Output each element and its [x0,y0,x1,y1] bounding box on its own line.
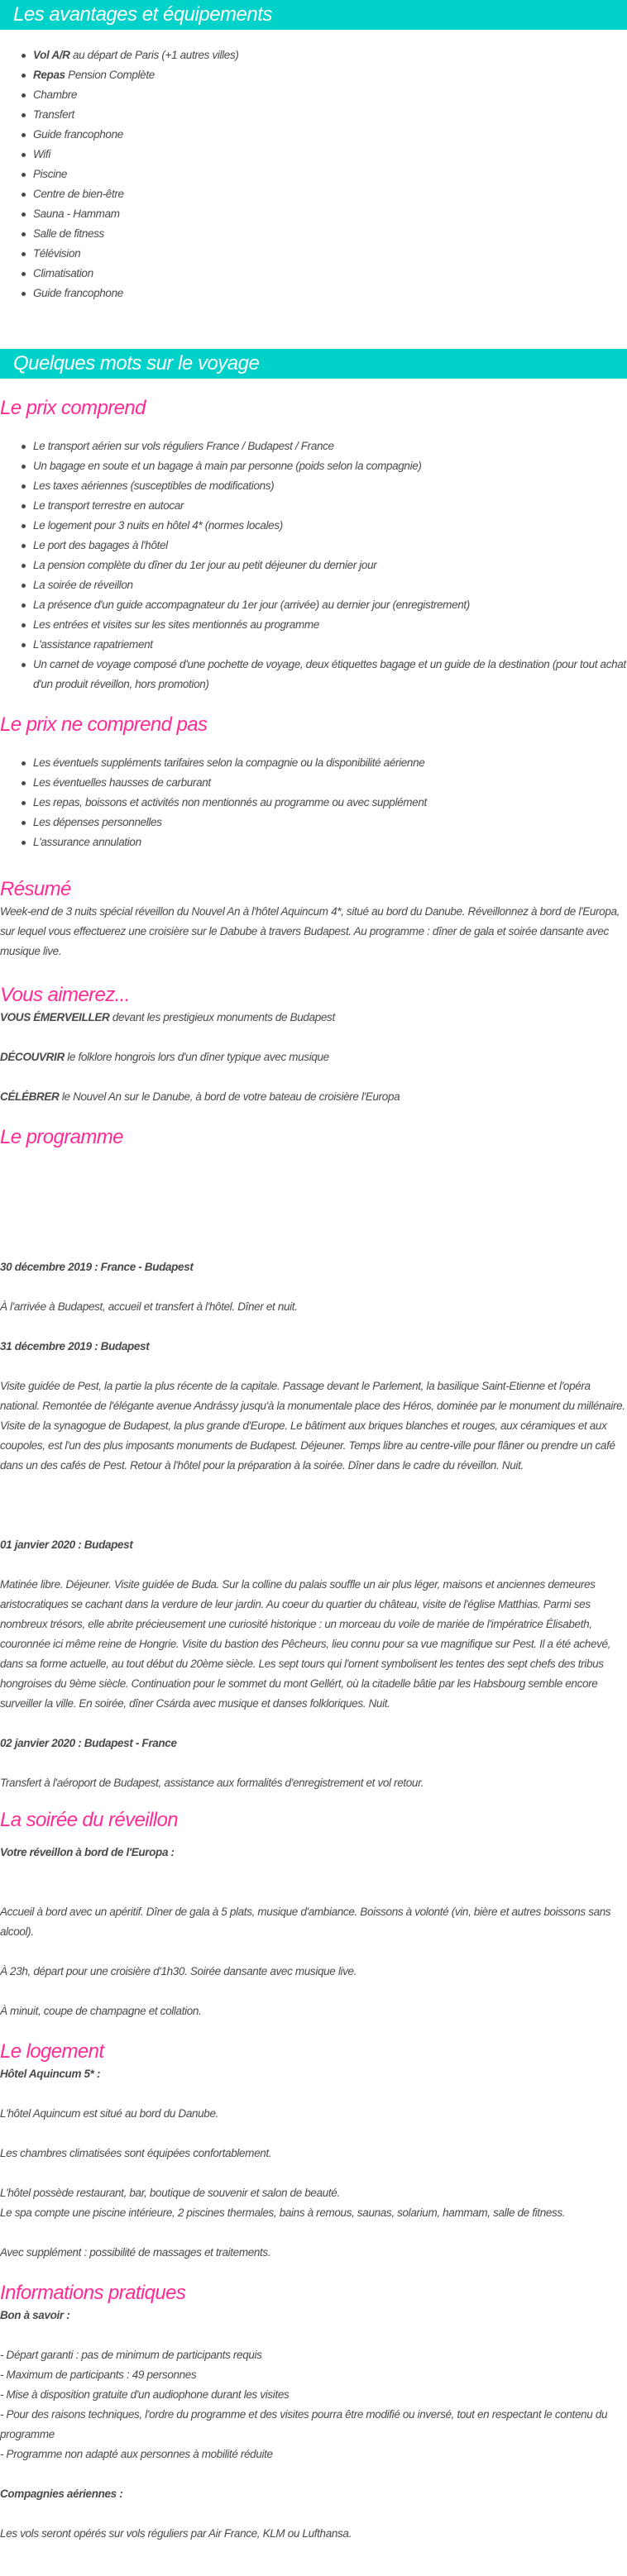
soiree-paragraph: À minuit, coupe de champagne et collation. [0,2005,202,2017]
list-item: Climatisation [33,264,627,284]
logement-paragraph: L'hôtel Aquincum est situé au bord du Danube. [0,2107,219,2120]
logement-paragraph: Les chambres climatisées sont équipées confortablement. [0,2147,272,2159]
bon-a-savoir-label: Bon à savoir : [0,2309,70,2321]
prix-ne-comprend-pas-list [0,753,627,852]
list-item: Guide francophone [33,284,627,303]
compagnies-label: Compagnies aériennes : [0,2488,123,2500]
logement-paragraph: L'hôtel possède restaurant, bar, boutique de souvenir et salon de beauté. [0,2187,340,2199]
resume-text: Week-end de 3 nuits spécial réveillon du Nouvel An à l'hôtel Aquincum 4*, situé au bord du Danube. Réveillonnez à bord de l'Europa, sur lequel vous effectuerez une croisière sur le Dabube à travers Budapest. Au programme : dîner de gala et soirée dansante avec musique live. [0,905,620,957]
programme-spacer [0,1150,627,1257]
info-line: - Pour des raisons techniques, l'ordre du programme et des visites pourra être modifié ou inversé, tout en respectant le contenu du programme [0,2408,608,2440]
vous-aimerez-item: CÉLÉBRER le Nouvel An sur le Danube, à bord de votre bateau de croisière l'Europa [0,1090,400,1103]
section-band-voyage [0,349,627,379]
list-item: Les éventuelles hausses de carburant [33,773,627,793]
soiree-paragraph: Accueil à bord avec un apéritif. Dîner de gala à 5 plats, musique d'ambiance. Boissons à volonté (vin, bière et autres boissons sans alcool). [0,1906,611,1938]
list-item: Le logement pour 3 nuits en hôtel 4* (normes locales) [33,516,627,536]
soiree-subtitle: Votre réveillon à bord de l'Europa : [0,1846,175,1858]
heading-prix-ne-comprend-pas: Le prix ne comprend pas [0,713,208,736]
day-text: Transfert à l'aéroport de Budapest, assistance aux formalités d'enregistrement et vol retour. [0,1777,424,1789]
list-item: Le transport terrestre en autocar [33,496,627,516]
list-item: Le transport aérien sur vols réguliers France / Budapest / France [33,436,627,456]
list-item: Les entrées et visites sur les sites mentionnés au programme [33,615,627,635]
list-item: Salle de fitness [33,224,627,244]
compagnies-text: Les vols seront opérés sur vols réguliers par Air France, KLM ou Lufthansa. [0,2527,352,2540]
list-item: La pension complète du dîner du 1er jour au petit déjeuner du dernier jour [33,556,627,575]
day-heading: 31 décembre 2019 : Budapest [0,1340,150,1352]
vous-aimerez-item: VOUS ÉMERVEILLER devant les prestigieux monuments de Budapest [0,1011,335,1023]
heading-vous-aimerez: Vous aimerez... [0,984,130,1006]
list-item: L'assurance annulation [33,832,627,852]
day-heading: 01 janvier 2020 : Budapest [0,1538,133,1551]
vous-aimerez-item: DÉCOUVRIR le folklore hongrois lors d'un dîner typique avec musique [0,1051,329,1063]
heading-prix-comprend: Le prix comprend [0,397,146,419]
info-line: - Départ garanti : pas de minimum de participants requis [0,2349,262,2361]
section-title-avantages: Les avantages et équipements [13,3,272,26]
list-item: Les dépenses personnelles [33,813,627,832]
list-item: Guide francophone [33,125,627,145]
day-text: À l'arrivée à Budapest, accueil et transfert à l'hôtel. Dîner et nuit. [0,1300,298,1313]
list-item: L'assistance rapatriement [33,635,627,655]
heading-infos: Informations pratiques [0,2282,186,2304]
list-item: La soirée de réveillon [33,575,627,595]
day-text: Visite guidée de Pest, la partie la plus récente de la capitale. Passage devant le Parlement, la basilique Saint-Etienne et l'opéra national. Remontée de l'élégante avenue Andrássy jusqu'à la monumentale place des Héros, dominée par le monument du millénaire. Visite de la synagogue de Budapest, la plus grande d'Europe. Le bâtiment aux briques blanches et rouges, aux céramiques et aux coupoles, est l'un des plus imposants monuments de Budapest. Déjeuner. Temps libre au centre-ville pour flâner ou prendre un café dans un des cafés de Pest. Retour à l'hôtel pour la préparation à la soirée. Dîner dans le cadre du réveillon. Nuit. [0,1380,625,1472]
list-item: Centre de bien-être [33,184,627,204]
list-item: Vol A/R au départ de Paris (+1 autres villes) [33,45,627,65]
day-text: Matinée libre. Déjeuner. Visite guidée de Buda. Sur la colline du palais souffle un air plus léger, maisons et anciennes demeures aristocratiques se cachant dans la verdure de leur jardin. Au coeur du quartier du château, visite de l'église Matthias. Parmi ses nombreux trésors, elle abrite précieusement une curiosité historique : un morceau du voile de mariée de l'impératrice Élisabeth, couronnée ici même reine de Hongrie. Visite du bastion des Pêcheurs, lieu connu pour sa vue magnifique sur Pest. Il a été achevé, dans sa forme actuelle, au tout début du 20ème siècle. Les sept tours qui l'ornent symbolisent les tentes des sept chefs des tribus hongroises du 9ème siècle. Continuation pour le sommet du mont Gellért, où la citadelle bâtie par les Habsbourg semble encore surveiller la ville. En soirée, dîner Csárda avec musique et danses folkloriques. Nuit. [0,1578,611,1710]
info-line: - Maximum de participants : 49 personnes [0,2368,197,2381]
info-line: - Programme non adapté aux personnes à mobilité réduite [0,2448,273,2460]
list-item: Le port des bagages à l'hôtel [33,536,627,556]
heading-programme: Le programme [0,1126,123,1148]
list-item: Chambre [33,85,627,105]
heading-resume: Résumé [0,878,71,900]
info-line: - Mise à disposition gratuite d'un audiophone durant les visites [0,2388,290,2401]
list-item: La présence d'un guide accompagnateur du 1er jour (arrivée) au dernier jour (enregistrement) [33,595,627,615]
section-title-voyage: Quelques mots sur le voyage [13,352,260,374]
list-item: Sauna - Hammam [33,204,627,224]
list-item: Un bagage en soute et un bagage à main par personne (poids selon la compagnie) [33,456,627,476]
logement-subtitle: Hôtel Aquincum 5* : [0,2068,101,2080]
heading-soiree: La soirée du réveillon [0,1809,178,1831]
soiree-paragraph: À 23h, départ pour une croisière d'1h30. Soirée dansante avec musique live. [0,1965,357,1977]
list-item: Wifi [33,145,627,165]
day-heading: 30 décembre 2019 : France - Budapest [0,1261,194,1273]
list-item: Repas Pension Complète [33,65,627,85]
prix-comprend-list [0,436,627,694]
heading-logement: Le logement [0,2040,104,2063]
day-heading: 02 janvier 2020 : Budapest - France [0,1737,177,1749]
list-item: Les taxes aériennes (susceptibles de modifications) [33,476,627,496]
list-item: Télévision [33,244,627,264]
section-band-avantages [0,0,627,30]
equipment-list [0,45,627,303]
logement-paragraph: Avec supplément : possibilité de massages et traitements. [0,2246,271,2259]
list-item: Transfert [33,105,627,125]
list-item: Un carnet de voyage composé d'une pochette de voyage, deux étiquettes bagage et un guide de la destination (pour tout achat d'un produit réveillon, hors promotion) [33,655,627,694]
list-item: Les repas, boissons et activités non mentionnés au programme ou avec supplément [33,793,627,813]
list-item: Les éventuels suppléments tarifaires selon la compagnie ou la disponibilité aérienne [33,753,627,773]
logement-paragraph: Le spa compte une piscine intérieure, 2 piscines thermales, bains à remous, saunas, solarium, hammam, salle de fitness. [0,2206,566,2219]
list-item: Piscine [33,165,627,184]
